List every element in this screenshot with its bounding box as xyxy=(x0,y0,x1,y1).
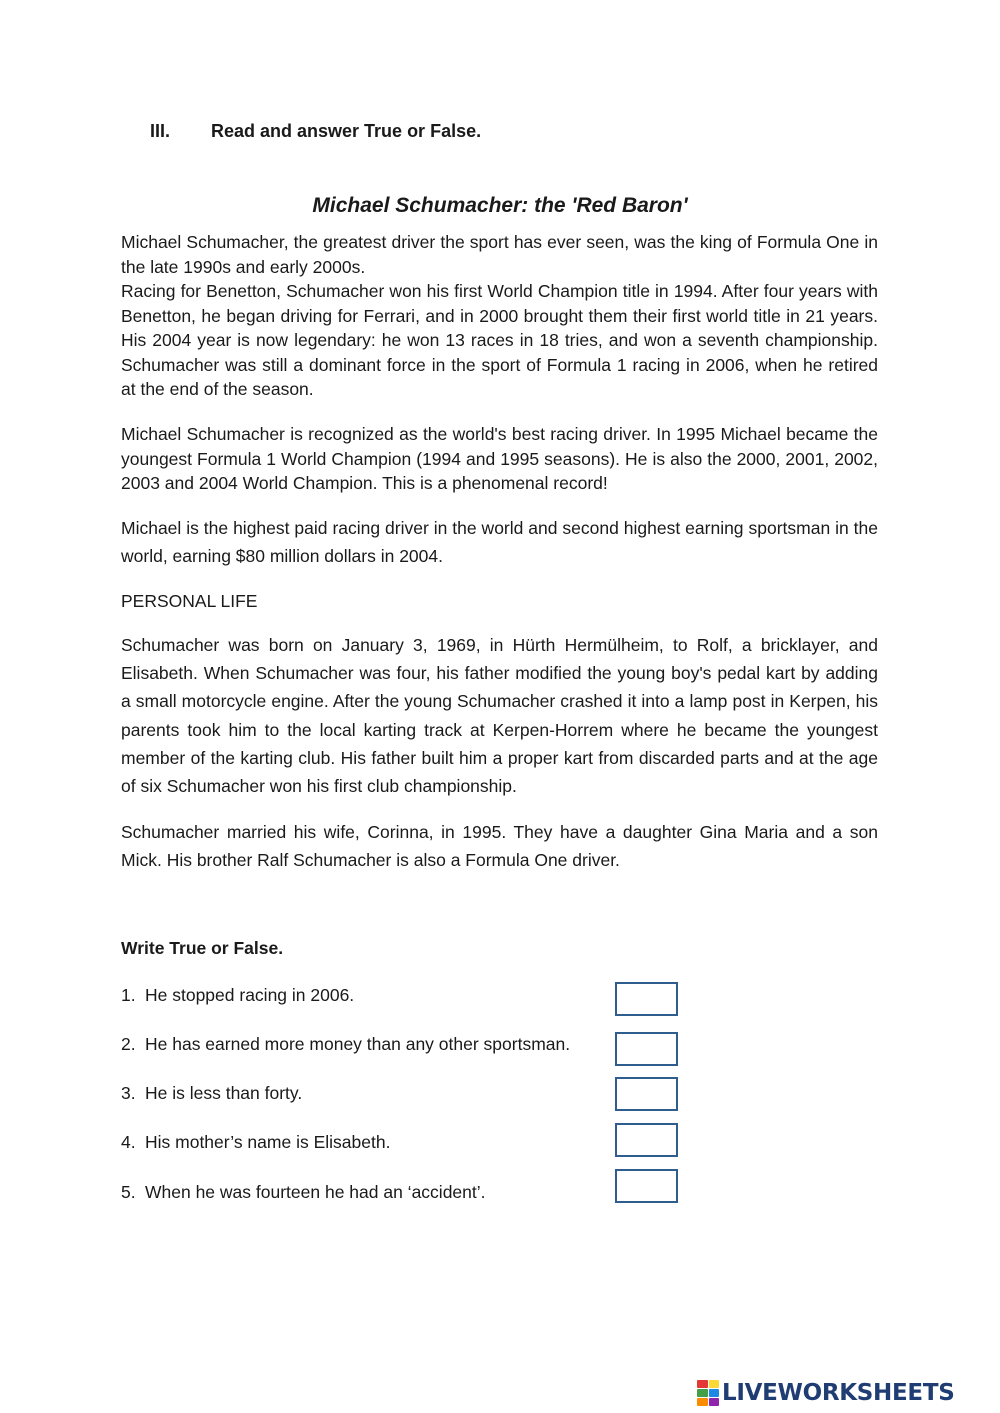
section-numeral: III. xyxy=(150,121,171,141)
article-title: Michael Schumacher: the 'Red Baron' xyxy=(312,194,688,217)
paragraph-family: Schumacher married his wife, Corinna, in 1995. They have a daughter Gina Maria and a son Mick. His brother Ralf Schumacher is also a Formula One driver. xyxy=(121,822,878,870)
question-text: His mother’s name is Elisabeth. xyxy=(145,1132,391,1152)
question-number: 5. xyxy=(121,1182,136,1202)
question-text: When he was fourteen he had an ‘accident’. xyxy=(145,1182,486,1202)
question-3 xyxy=(121,1081,302,1105)
answer-box-1[interactable] xyxy=(615,982,678,1016)
question-number: 4. xyxy=(121,1132,136,1152)
question-number: 1. xyxy=(121,985,136,1005)
question-5 xyxy=(121,1180,486,1204)
question-4 xyxy=(121,1130,390,1154)
personal-life-heading: PERSONAL LIFE xyxy=(121,591,258,611)
section-heading-text: Read and answer True or False. xyxy=(211,121,482,141)
section-heading xyxy=(150,121,481,142)
question-number: 3. xyxy=(121,1083,136,1103)
logo-text: LIVEWORKSHEETS xyxy=(722,1380,955,1406)
paragraph-record: Michael Schumacher is recognized as the world's best racing driver. In 1995 Michael became the youngest Formula 1 World Champion (1994 and 1995 seasons). He is also the 2000, 2001, 2002, 2003 and 2004 World Champion. This is a phenomenal record! xyxy=(121,424,878,493)
question-text: He is less than forty. xyxy=(145,1083,303,1103)
liveworksheets-logo xyxy=(697,1378,954,1408)
answer-box-3[interactable] xyxy=(615,1077,678,1111)
question-1 xyxy=(121,983,354,1007)
exercise-instructions: Write True or False. xyxy=(121,938,284,958)
paragraph-earnings: Michael is the highest paid racing driver in the world and second highest earning sportsman in the world, earning $80 million dollars in 2004. xyxy=(121,518,878,566)
paragraph-childhood: Schumacher was born on January 3, 1969, in Hürth Hermülheim, to Rolf, a bricklayer, and Elisabeth. When Schumacher was four, his father modified the young boy's pedal kart by adding a small motorcycle engine. After the young Schumacher crashed it into a lamp post in Kerpen, his parents took him to the local karting track at Kerpen-Horrem where he became the youngest member of the karting club. His father built him a proper kart from discarded parts and at the age of six Schumacher won his first club championship. xyxy=(121,635,878,797)
question-2 xyxy=(121,1032,570,1056)
question-text: He stopped racing in 2006. xyxy=(145,985,355,1005)
answer-box-4[interactable] xyxy=(615,1123,678,1157)
answer-box-2[interactable] xyxy=(615,1032,678,1066)
question-text: He has earned more money than any other sportsman. xyxy=(145,1034,571,1054)
answer-box-5[interactable] xyxy=(615,1169,678,1203)
paragraph-intro-1: Michael Schumacher, the greatest driver the sport has ever seen, was the king of Formula One in the late 1990s and early 2000s. xyxy=(121,232,878,277)
liveworksheets-logo-icon xyxy=(697,1380,719,1406)
question-number: 2. xyxy=(121,1034,136,1054)
paragraph-intro-2: Racing for Benetton, Schumacher won his first World Champion title in 1994. After four years with Benetton, he began driving for Ferrari, and in 2000 brought them their first world title in 21 years. His 2004 year is now legendary: he won 13 races in 18 tries, and won a seventh championship. Schumacher was still a dominant force in the sport of Formula 1 racing in 2006, when he retired at the end of the season. xyxy=(121,281,878,399)
